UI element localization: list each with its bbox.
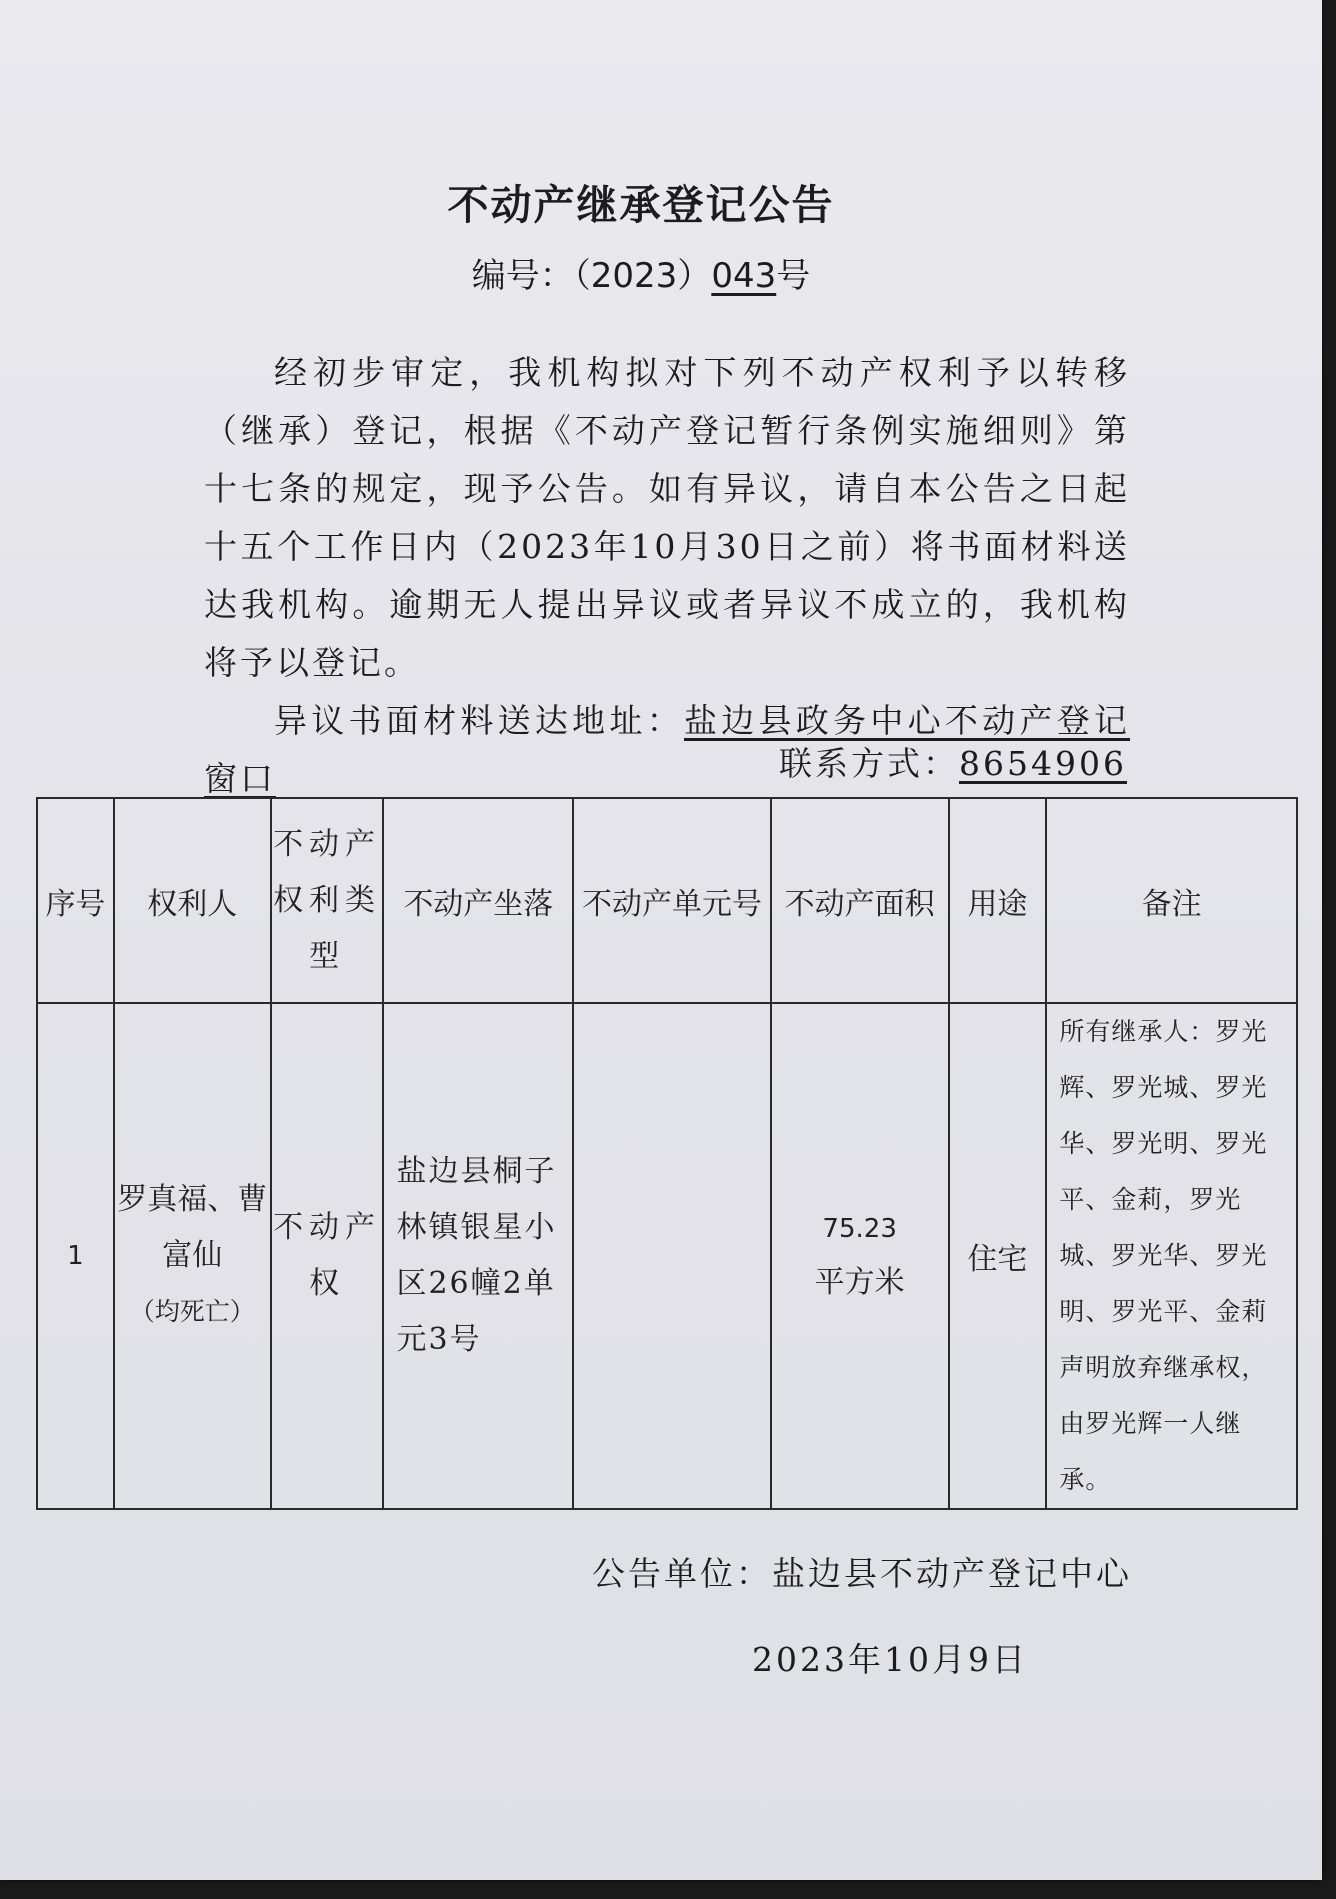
contact-phone: 8654906	[959, 744, 1127, 783]
issuing-unit	[592, 1548, 1132, 1595]
area-value: 75.23	[822, 1214, 897, 1244]
document-number-suffix: 号	[776, 256, 811, 296]
registration-table	[36, 797, 1298, 1510]
issuing-unit-label: 公告单位：	[592, 1554, 772, 1593]
cell-seq: 1	[37, 1003, 114, 1509]
notice-title: 不动产继承登记公告	[447, 181, 835, 229]
objection-address-value: 盐边县政务中心不动产登记窗口	[204, 701, 1131, 798]
header-usage: 用途	[949, 798, 1047, 1003]
header-holder: 权利人	[114, 798, 271, 1003]
cell-unit-no	[573, 1003, 771, 1509]
header-location: 不动产坐落	[383, 798, 573, 1003]
contact-info	[779, 738, 1127, 785]
table-row	[37, 1003, 1297, 1509]
cell-right-type: 不动产权	[271, 1003, 384, 1509]
cell-area	[771, 1003, 949, 1509]
header-area: 不动产面积	[771, 798, 949, 1003]
objection-address-label: 异议书面材料送达地址：	[274, 701, 684, 740]
header-right-type: 不动产权利类型	[271, 798, 384, 1003]
issuing-unit-value: 盐边县不动产登记中心	[772, 1554, 1132, 1593]
header-unit-no: 不动产单元号	[573, 798, 771, 1003]
cell-holder	[114, 1003, 271, 1509]
contact-label: 联系方式：	[779, 744, 960, 783]
header-remark: 备注	[1046, 798, 1297, 1003]
issue-date: 2023年10月9日	[752, 1640, 1028, 1679]
document-number-prefix: 编号：（2023）	[471, 256, 712, 296]
cell-location: 盐边县桐子林镇银星小区26幢2单元3号	[383, 1003, 573, 1509]
document-number-value: 043	[711, 256, 777, 296]
area-unit: 平方米	[814, 1265, 905, 1300]
header-seq: 序号	[37, 798, 114, 1003]
holder-names: 罗真福、曹富仙	[117, 1182, 268, 1273]
notice-paragraph: 经初步审定，我机构拟对下列不动产权利予以转移（继承）登记，根据《不动产登记暂行条例实施细则》第十七条的规定，现予公告。如有异议，请自本公告之日起十五个工作日内（2023年10月30日之前）将书面材料送达我机构。逾期无人提出异议或者异议不成立的，我机构将予以登记。	[204, 353, 1130, 682]
document-number	[0, 248, 1302, 297]
table-header-row	[37, 798, 1297, 1003]
cell-remark: 所有继承人：罗光辉、罗光城、罗光华、罗光明、罗光平、金莉，罗光城、罗光华、罗光明、罗光平、金莉声明放弃继承权，由罗光辉一人继承。	[1046, 1003, 1297, 1509]
cell-usage: 住宅	[949, 1003, 1047, 1509]
holder-note: （均死亡）	[129, 1297, 255, 1326]
